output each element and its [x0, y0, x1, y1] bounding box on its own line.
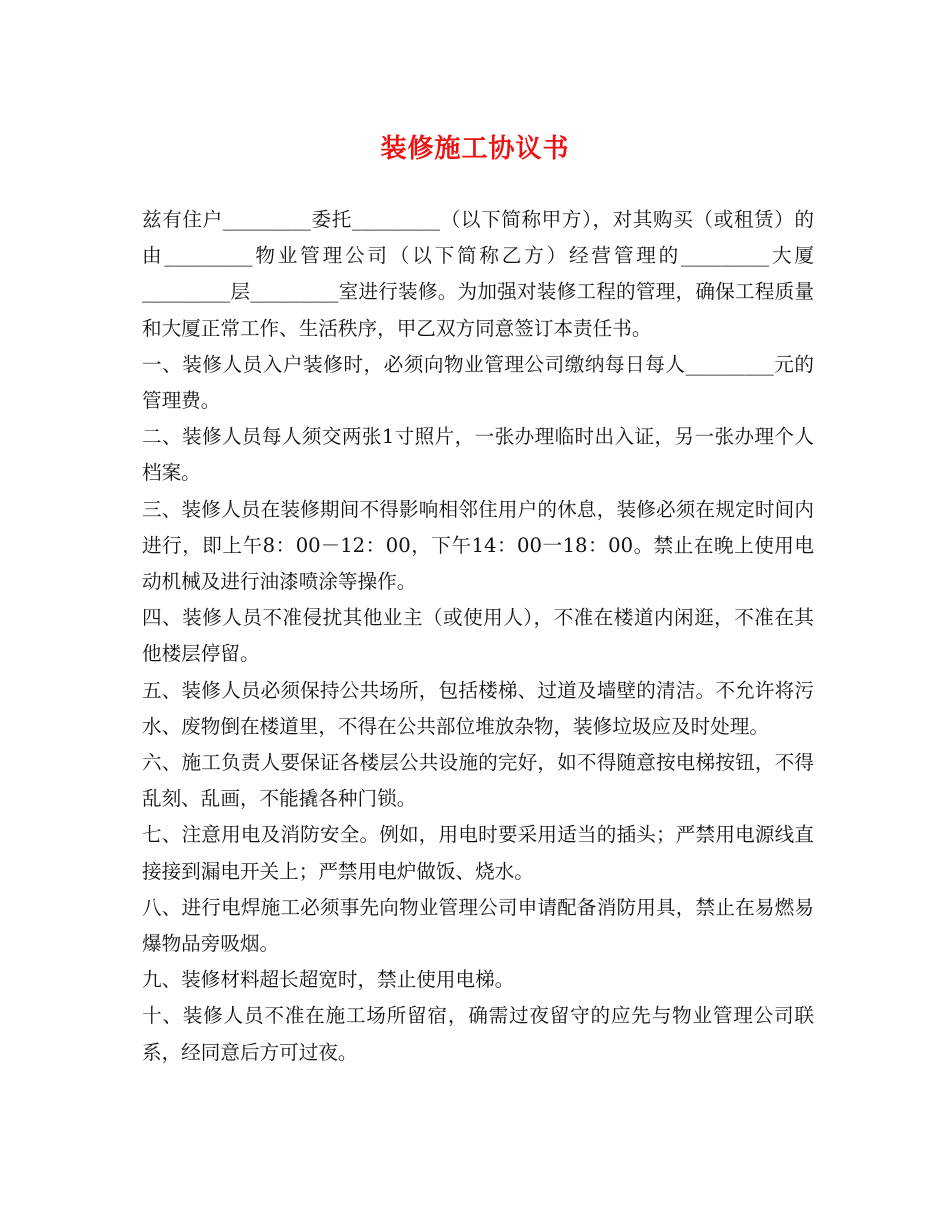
- clause-4: 四、装修人员不准侵扰其他业主（或使用人），不准在楼道内闲逛，不准在其他楼层停留。: [142, 606, 814, 666]
- clause-6: 六、施工负责人要保证各楼层公共设施的完好，如不得随意按电梯按钮，不得乱刻、乱画，不能撬各种门锁。: [142, 751, 814, 811]
- clause-1: 一、装修人员入户装修时，必须向物业管理公司缴纳每日每人_________元的管理费。: [142, 352, 814, 413]
- clause-10: 十、装修人员不准在施工场所留宿，确需过夜留守的应先与物业管理公司联系，经同意后方可过夜。: [142, 1004, 814, 1064]
- intro-paragraph: 兹有住户_________委托_________（以下简称甲方），对其购买（或租赁）的由_________物业管理公司（以下简称乙方）经营管理的_________大厦_________层_________室进行装修。为加强对装修工程的管理，确保工程质量和大厦正常工作、生活秩序，甲乙双方同意签订本责任书。: [142, 208, 814, 340]
- clause-9: 九、装修材料超长超宽时，禁止使用电梯。: [142, 968, 515, 992]
- clause-3: 三、装修人员在装修期间不得影响相邻住用户的休息，装修必须在规定时间内进行，即上午8：00－12：00，下午14：00一18：00。禁止在晚上使用电动机械及进行油漆喷涂等操作。: [142, 497, 814, 594]
- clause-7: 七、注意用电及消防安全。例如，用电时要采用适当的插头；严禁用电源线直接接到漏电开关上；严禁用电炉做饭、烧水。: [142, 823, 814, 883]
- document-title: 装修施工协议书: [380, 134, 570, 164]
- clause-2: 二、装修人员每人须交两张1寸照片，一张办理临时出入证，另一张办理个人档案。: [142, 425, 814, 485]
- document-body: [142, 202, 814, 1071]
- clause-5: 五、装修人员必须保持公共场所，包括楼梯、过道及墙壁的清洁。不允许将污水、废物倒在楼道里，不得在公共部位堆放杂物，装修垃圾应及时处理。: [142, 678, 814, 738]
- clause-8: 八、进行电焊施工必须事先向物业管理公司申请配备消防用具，禁止在易燃易爆物品旁吸烟。: [142, 895, 814, 956]
